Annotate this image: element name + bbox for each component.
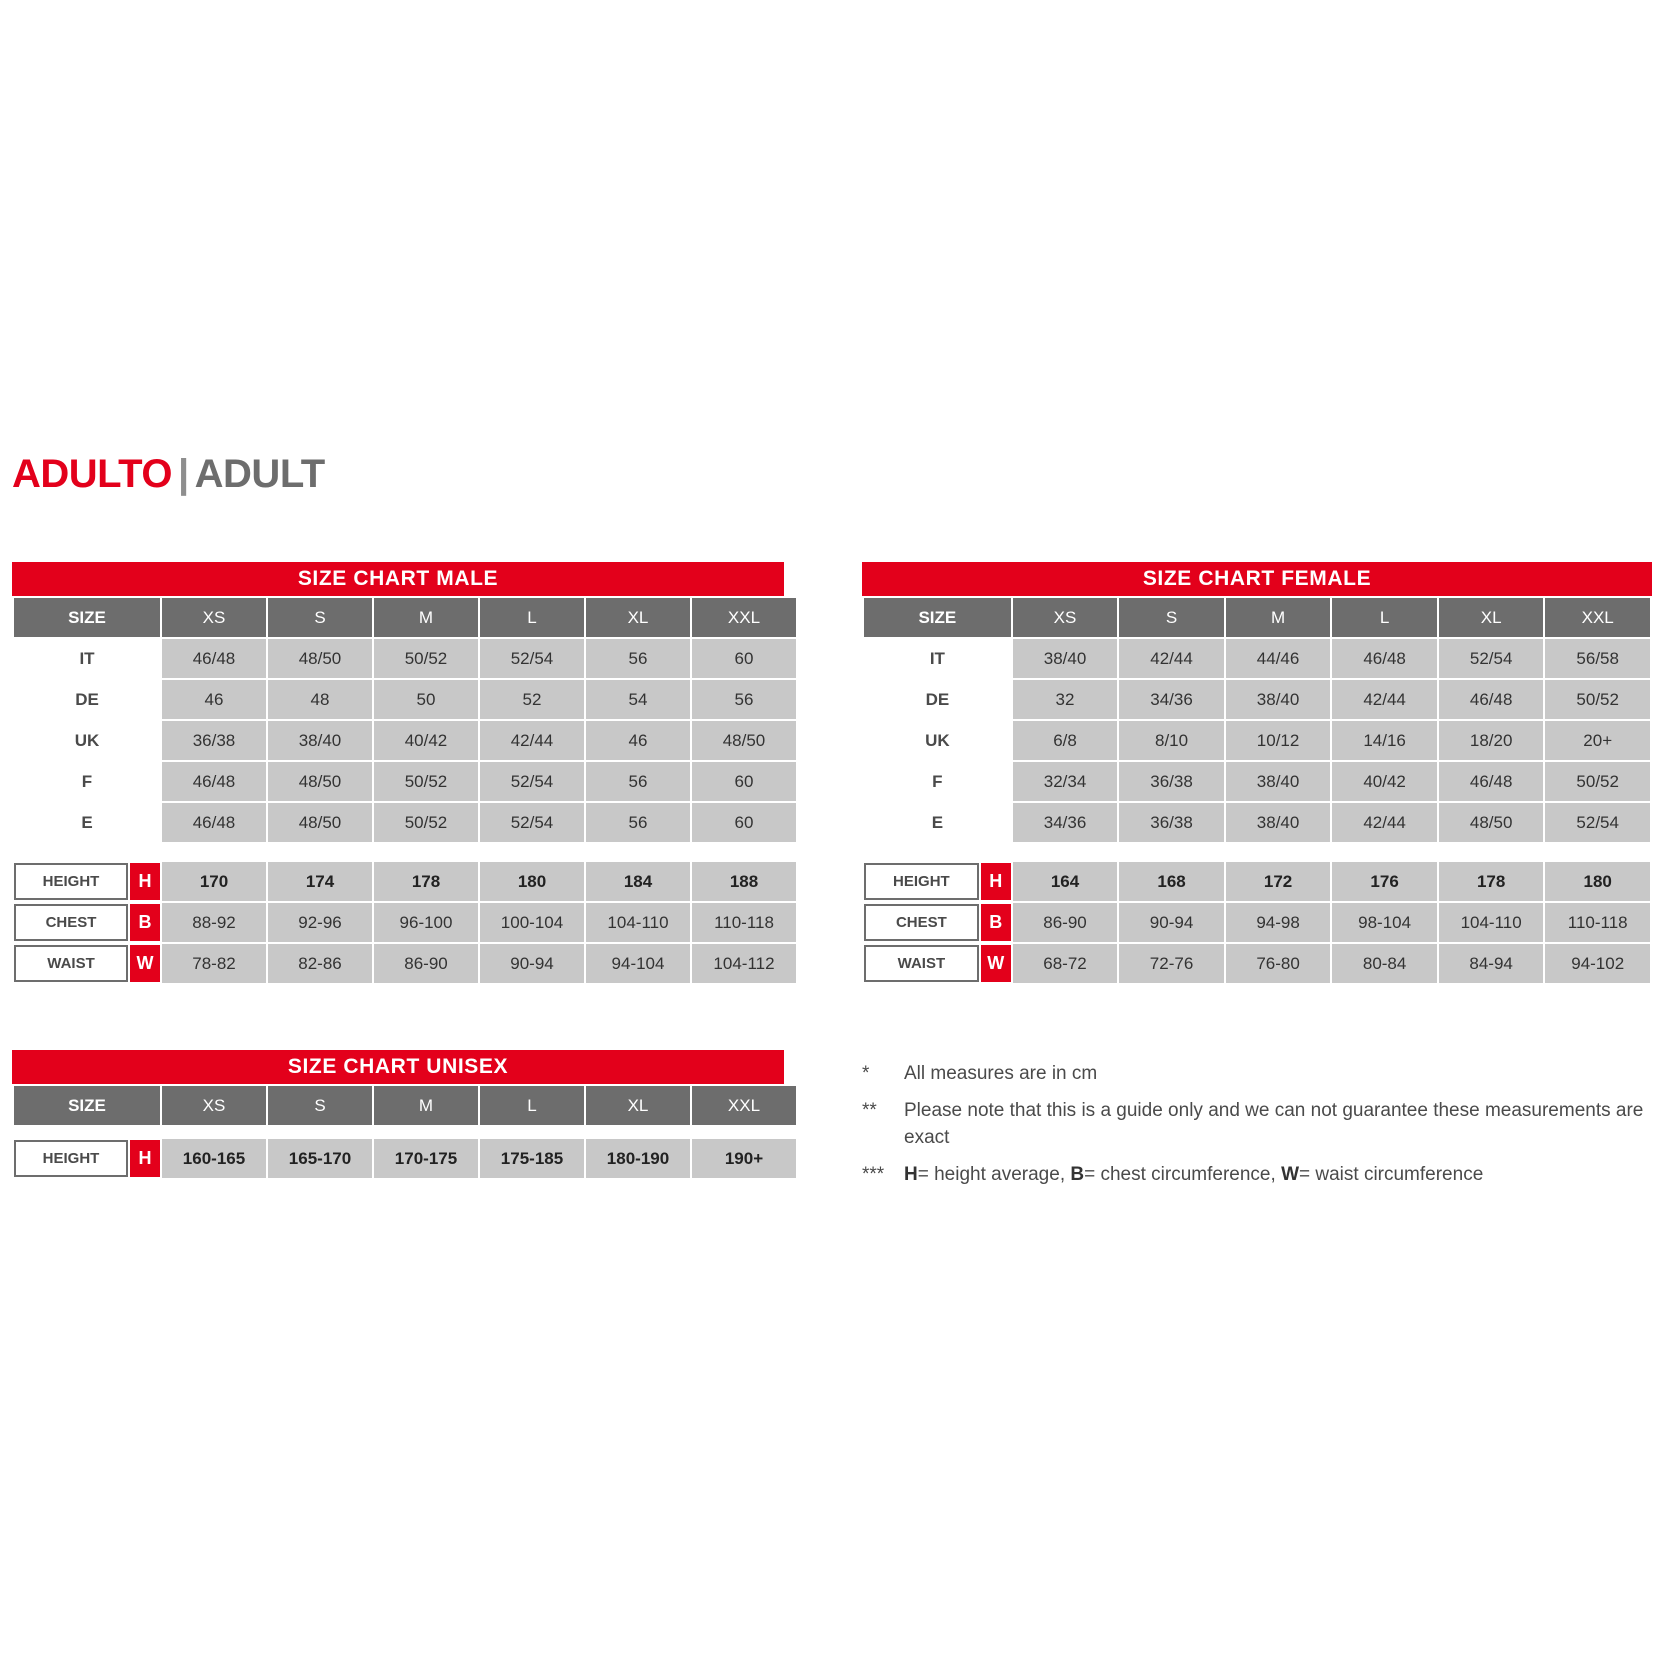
- table-row-header: [13, 597, 797, 638]
- male-de-m: 50: [373, 679, 479, 720]
- male-de-xs: 46: [161, 679, 267, 720]
- table-row: [863, 802, 1651, 843]
- male-size-s: S: [267, 597, 373, 638]
- male-measure-label-waist: [13, 943, 161, 984]
- male-de-l: 52: [479, 679, 585, 720]
- table-row: [863, 943, 1651, 984]
- male-waist-m: 86-90: [373, 943, 479, 984]
- female-it-l: 46/48: [1331, 638, 1438, 679]
- male-waist-l: 90-94: [479, 943, 585, 984]
- male-waist-xl: 94-104: [585, 943, 691, 984]
- table-row: [863, 761, 1651, 802]
- table-row: [863, 679, 1651, 720]
- female-de-m: 38/40: [1225, 679, 1332, 720]
- female-uk-m: 10/12: [1225, 720, 1332, 761]
- unisex-height-xxl: 190+: [691, 1138, 797, 1179]
- female-row-label-de: DE: [863, 679, 1012, 720]
- height-badge-icon: H: [130, 863, 160, 900]
- male-chest-m: 96-100: [373, 902, 479, 943]
- note-item: [862, 1097, 1652, 1152]
- note-item: [862, 1161, 1652, 1189]
- legend-b-desc: = chest circumference,: [1084, 1163, 1282, 1185]
- table-row: [863, 638, 1651, 679]
- male-waist-xxl: 104-112: [691, 943, 797, 984]
- note-text-legend: [904, 1161, 1652, 1189]
- male-waist-s: 82-86: [267, 943, 373, 984]
- male-size-xxl: XXL: [691, 597, 797, 638]
- legend-w-desc: = waist circumference: [1299, 1163, 1484, 1185]
- female-uk-xl: 18/20: [1438, 720, 1545, 761]
- female-row-label-e: E: [863, 802, 1012, 843]
- table-row: [13, 679, 797, 720]
- female-it-xxl: 56/58: [1544, 638, 1651, 679]
- notes-section: [862, 1060, 1652, 1197]
- female-chest-xxl: 110-118: [1544, 902, 1651, 943]
- male-de-xxl: 56: [691, 679, 797, 720]
- male-uk-xl: 46: [585, 720, 691, 761]
- female-f-s: 36/38: [1118, 761, 1225, 802]
- unisex-measure-label-height: [13, 1138, 161, 1179]
- female-height-xs: 164: [1012, 861, 1119, 902]
- size-chart-unisex-table: [12, 1084, 798, 1180]
- note-marker: ***: [862, 1163, 885, 1185]
- male-uk-l: 42/44: [479, 720, 585, 761]
- unisex-size-xxl: XXL: [691, 1085, 797, 1126]
- female-measure-label-waist: [863, 943, 1012, 984]
- legend-h: H: [904, 1163, 918, 1185]
- size-chart-male-table: [12, 596, 798, 985]
- female-size-m: M: [1225, 597, 1332, 638]
- unisex-height-m: 170-175: [373, 1138, 479, 1179]
- male-e-xl: 56: [585, 802, 691, 843]
- female-height-xxl: 180: [1544, 861, 1651, 902]
- chest-badge-icon: B: [130, 904, 160, 941]
- table-row: [13, 720, 797, 761]
- female-size-s: S: [1118, 597, 1225, 638]
- male-height-name: HEIGHT: [14, 863, 128, 900]
- male-chest-xl: 104-110: [585, 902, 691, 943]
- male-f-xs: 46/48: [161, 761, 267, 802]
- unisex-height-s: 165-170: [267, 1138, 373, 1179]
- female-chest-xl: 104-110: [1438, 902, 1545, 943]
- female-e-xxl: 52/54: [1544, 802, 1651, 843]
- table-spacer: [13, 1126, 797, 1138]
- female-it-m: 44/46: [1225, 638, 1332, 679]
- male-uk-m: 40/42: [373, 720, 479, 761]
- page-title-primary: ADULTO: [12, 452, 172, 496]
- male-it-xxl: 60: [691, 638, 797, 679]
- female-uk-xs: 6/8: [1012, 720, 1119, 761]
- unisex-height-xs: 160-165: [161, 1138, 267, 1179]
- male-e-xs: 46/48: [161, 802, 267, 843]
- female-height-xl: 178: [1438, 861, 1545, 902]
- size-chart-female: [862, 562, 1652, 985]
- female-measure-label-height: [863, 861, 1012, 902]
- male-e-m: 50/52: [373, 802, 479, 843]
- female-waist-xl: 84-94: [1438, 943, 1545, 984]
- unisex-size-m: M: [373, 1085, 479, 1126]
- female-chest-m: 94-98: [1225, 902, 1332, 943]
- female-de-xxl: 50/52: [1544, 679, 1651, 720]
- unisex-size-l: L: [479, 1085, 585, 1126]
- legend-w: W: [1281, 1163, 1299, 1185]
- female-height-l: 176: [1331, 861, 1438, 902]
- male-f-l: 52/54: [479, 761, 585, 802]
- male-size-m: M: [373, 597, 479, 638]
- male-row-label-de: DE: [13, 679, 161, 720]
- female-chest-xs: 86-90: [1012, 902, 1119, 943]
- size-chart-female-table: [862, 596, 1652, 985]
- male-it-xs: 46/48: [161, 638, 267, 679]
- male-it-s: 48/50: [267, 638, 373, 679]
- male-height-l: 180: [479, 861, 585, 902]
- female-f-xs: 32/34: [1012, 761, 1119, 802]
- female-f-xl: 46/48: [1438, 761, 1545, 802]
- size-chart-unisex: [12, 1050, 784, 1180]
- unisex-size-s: S: [267, 1085, 373, 1126]
- male-it-xl: 56: [585, 638, 691, 679]
- note-item: [862, 1060, 1652, 1088]
- female-uk-xxl: 20+: [1544, 720, 1651, 761]
- unisex-height-l: 175-185: [479, 1138, 585, 1179]
- size-chart-female-header: SIZE CHART FEMALE: [862, 562, 1652, 596]
- female-waist-l: 80-84: [1331, 943, 1438, 984]
- male-de-xl: 54: [585, 679, 691, 720]
- page-title-secondary: ADULT: [194, 452, 325, 496]
- male-chest-name: CHEST: [14, 904, 128, 941]
- height-badge-icon: H: [130, 1140, 160, 1177]
- female-size-xl: XL: [1438, 597, 1545, 638]
- male-row-label-e: E: [13, 802, 161, 843]
- table-spacer: [13, 843, 797, 861]
- male-measure-label-chest: [13, 902, 161, 943]
- female-chest-l: 98-104: [1331, 902, 1438, 943]
- female-size-l: L: [1331, 597, 1438, 638]
- waist-badge-icon: W: [130, 945, 160, 982]
- male-e-l: 52/54: [479, 802, 585, 843]
- female-row-label-f: F: [863, 761, 1012, 802]
- male-height-xs: 170: [161, 861, 267, 902]
- note-marker: **: [862, 1099, 877, 1121]
- size-chart-male-header: SIZE CHART MALE: [12, 562, 784, 596]
- female-chest-name: CHEST: [864, 904, 979, 941]
- male-chest-l: 100-104: [479, 902, 585, 943]
- female-de-xl: 46/48: [1438, 679, 1545, 720]
- table-row: [863, 902, 1651, 943]
- female-row-label-it: IT: [863, 638, 1012, 679]
- legend-b: B: [1070, 1163, 1085, 1185]
- male-height-xxl: 188: [691, 861, 797, 902]
- table-row: [863, 861, 1651, 902]
- table-row-header: [863, 597, 1651, 638]
- chest-badge-icon: B: [981, 904, 1011, 941]
- note-text: All measures are in cm: [904, 1063, 1098, 1084]
- male-f-m: 50/52: [373, 761, 479, 802]
- male-f-s: 48/50: [267, 761, 373, 802]
- height-badge-icon: H: [981, 863, 1011, 900]
- male-size-xs: XS: [161, 597, 267, 638]
- size-chart-male: [12, 562, 784, 985]
- female-waist-name: WAIST: [864, 945, 979, 982]
- female-uk-s: 8/10: [1118, 720, 1225, 761]
- female-de-l: 42/44: [1331, 679, 1438, 720]
- female-height-name: HEIGHT: [864, 863, 979, 900]
- female-height-s: 168: [1118, 861, 1225, 902]
- male-size-l: L: [479, 597, 585, 638]
- female-size-xxl: XXL: [1544, 597, 1651, 638]
- table-row: [13, 802, 797, 843]
- table-row: [863, 720, 1651, 761]
- unisex-size-label: SIZE: [13, 1085, 161, 1126]
- unisex-height-xl: 180-190: [585, 1138, 691, 1179]
- waist-badge-icon: W: [981, 945, 1011, 982]
- male-row-label-f: F: [13, 761, 161, 802]
- male-waist-name: WAIST: [14, 945, 128, 982]
- table-row-header: [13, 1085, 797, 1126]
- male-it-l: 52/54: [479, 638, 585, 679]
- male-measure-label-height: [13, 861, 161, 902]
- female-e-s: 36/38: [1118, 802, 1225, 843]
- size-chart-unisex-header: SIZE CHART UNISEX: [12, 1050, 784, 1084]
- female-chest-s: 90-94: [1118, 902, 1225, 943]
- table-row: [13, 761, 797, 802]
- male-chest-xxl: 110-118: [691, 902, 797, 943]
- page-title: [12, 452, 325, 497]
- female-waist-xs: 68-72: [1012, 943, 1119, 984]
- female-f-l: 40/42: [1331, 761, 1438, 802]
- male-e-xxl: 60: [691, 802, 797, 843]
- male-uk-xxl: 48/50: [691, 720, 797, 761]
- male-chest-xs: 88-92: [161, 902, 267, 943]
- male-uk-xs: 36/38: [161, 720, 267, 761]
- male-size-label: SIZE: [13, 597, 161, 638]
- female-e-xl: 48/50: [1438, 802, 1545, 843]
- female-waist-m: 76-80: [1225, 943, 1332, 984]
- female-de-xs: 32: [1012, 679, 1119, 720]
- table-row: [13, 943, 797, 984]
- female-it-s: 42/44: [1118, 638, 1225, 679]
- male-chest-s: 92-96: [267, 902, 373, 943]
- legend-h-desc: = height average,: [917, 1163, 1071, 1185]
- table-row: [13, 902, 797, 943]
- female-it-xl: 52/54: [1438, 638, 1545, 679]
- female-waist-xxl: 94-102: [1544, 943, 1651, 984]
- male-f-xxl: 60: [691, 761, 797, 802]
- unisex-height-name: HEIGHT: [14, 1140, 128, 1177]
- male-size-xl: XL: [585, 597, 691, 638]
- male-de-s: 48: [267, 679, 373, 720]
- female-it-xs: 38/40: [1012, 638, 1119, 679]
- female-e-l: 42/44: [1331, 802, 1438, 843]
- table-row: [13, 1138, 797, 1179]
- note-text: Please note that this is a guide only and we can not guarantee these measurements are exact: [904, 1099, 1644, 1149]
- female-f-m: 38/40: [1225, 761, 1332, 802]
- male-uk-s: 38/40: [267, 720, 373, 761]
- male-height-m: 178: [373, 861, 479, 902]
- female-row-label-uk: UK: [863, 720, 1012, 761]
- page-title-separator: |: [177, 452, 189, 496]
- female-size-xs: XS: [1012, 597, 1119, 638]
- female-waist-s: 72-76: [1118, 943, 1225, 984]
- male-row-label-it: IT: [13, 638, 161, 679]
- female-de-s: 34/36: [1118, 679, 1225, 720]
- female-size-label: SIZE: [863, 597, 1012, 638]
- table-row: [13, 638, 797, 679]
- male-waist-xs: 78-82: [161, 943, 267, 984]
- male-f-xl: 56: [585, 761, 691, 802]
- female-e-xs: 34/36: [1012, 802, 1119, 843]
- male-height-s: 174: [267, 861, 373, 902]
- male-e-s: 48/50: [267, 802, 373, 843]
- male-height-xl: 184: [585, 861, 691, 902]
- table-row: [13, 861, 797, 902]
- male-it-m: 50/52: [373, 638, 479, 679]
- female-e-m: 38/40: [1225, 802, 1332, 843]
- note-marker: *: [862, 1063, 870, 1084]
- female-height-m: 172: [1225, 861, 1332, 902]
- female-measure-label-chest: [863, 902, 1012, 943]
- unisex-size-xl: XL: [585, 1085, 691, 1126]
- male-row-label-uk: UK: [13, 720, 161, 761]
- female-uk-l: 14/16: [1331, 720, 1438, 761]
- unisex-size-xs: XS: [161, 1085, 267, 1126]
- female-f-xxl: 50/52: [1544, 761, 1651, 802]
- table-spacer: [863, 843, 1651, 861]
